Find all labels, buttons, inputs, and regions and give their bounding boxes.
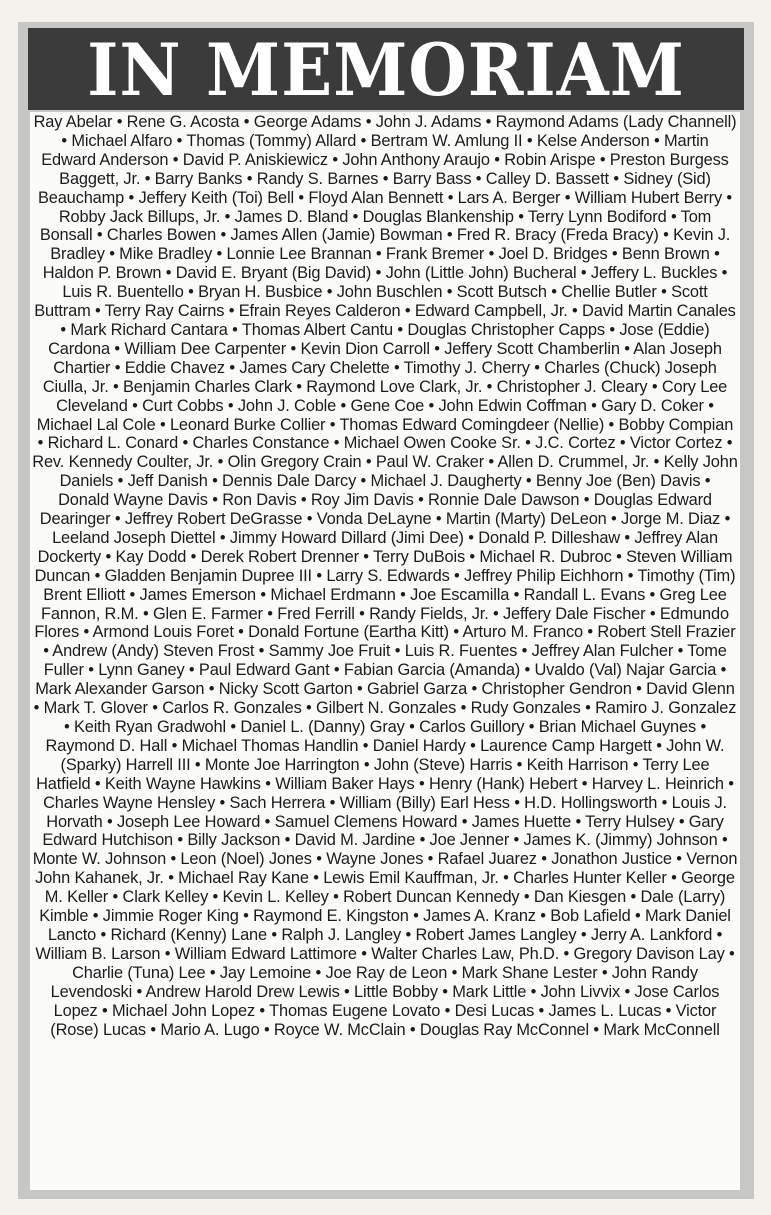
page-title: IN MEMORIAM xyxy=(87,26,685,112)
title-banner xyxy=(28,28,744,110)
names-panel xyxy=(30,112,740,1190)
memorial-page xyxy=(18,22,754,1199)
memorial-names-list: Ray Abelar • Rene G. Acosta • George Adams • John J. Adams • Raymond Adams (Lady Channell) • Michael Alfaro • Thomas (Tommy) Allard • Bertram W. Amlung II • Kelse Anderson • Martin Edward Anderson • David P. Aniskiewicz • John Anthony Araujo • Robin Arispe • Preston Burgess Baggett, Jr. • Barry Banks • Randy S. Barnes • Barry Bass • Calley D. Bassett • Sidney (Sid) Beauchamp • Jeffery Keith (Toi) Bell • Floyd Alan Bennett • Lars A. Berger • William Hubert Berry • Robby Jack Billups, Jr. • James D. Bland • Douglas Blankenship • Terry Lynn Bodiford • Tom Bonsall • Charles Bowen • James Allen (Jamie) Bowman • Fred R. Bracy (Freda Bracy) • Kevin J. Bradley • Mike Bradley • Lonnie Lee Brannan • Frank Bremer • Joel D. Bridges • Benn Brown • Haldon P. Brown • David E. Bryant (Big David) • John (Little John) Bucheral • Jeffery L. Buckles • Luis R. Buentello • Bryan H. Busbice • John Buschlen • Scott Butsch • Chellie Butler • Scott Buttram • Terry Ray Cairns • Efrain Reyes Calderon • Edward Campbell, Jr. • David Martin Canales • Mark Richard Cantara • Thomas Albert Cantu • Douglas Christopher Capps • Jose (Eddie) Cardona • William Dee Carpenter • Kevin Dion Carroll • Jeffery Scott Chamberlin • Alan Joseph Chartier • Eddie Chavez • James Cary Chelette • Timothy J. Cherry • Charles (Chuck) Joseph Ciulla, Jr. • Benjamin Charles Clark • Raymond Love Clark, Jr. • Christopher J. Cleary • Cory Lee Cleveland • Curt Cobbs • John J. Coble • Gene Coe • John Edwin Coffman • Gary D. Coker • Michael Lal Cole • Leonard Burke Collier • Thomas Edward Comingdeer (Nellie) • Bobby Compian • Richard L. Conard • Charles Constance • Michael Owen Cooke Sr. • J.C. Cortez • Victor Cortez • Rev. Kennedy Coulter, Jr. • Olin Gregory Crain • Paul W. Craker • Allen D. Crummel, Jr. • Kelly John Daniels • Jeff Danish • Dennis Dale Darcy • Michael J. Daugherty • Benny Joe (Ben) Davis • Donald Wayne Davis • Ron Davis • Roy Jim Davis • Ronnie Dale Dawson • Douglas Edward Dearinger • Jeffrey Robert DeGrasse • Vonda DeLayne • Martin (Marty) DeLeon • Jorge M. Diaz • Leeland Joseph Diettel • Jimmy Howard Dillard (Jimi Dee) • Donald P. Dilleshaw • Jeffrey Alan Dockerty • Kay Dodd • Derek Robert Drenner • Terry DuBois • Michael R. Dubroc • Steven William Duncan • Gladden Benjamin Dupree III • Larry S. Edwards • Jeffrey Philip Eichhorn • Timothy (Tim) Brent Elliott • James Emerson • Michael Erdmann • Joe Escamilla • Randall L. Evans • Greg Lee Fannon, R.M. • Glen E. Farmer • Fred Ferrill • Randy Fields, Jr. • Jeffery Dale Fischer • Edmundo Flores • Armond Louis Foret • Donald Fortune (Eartha Kitt) • Arturo M. Franco • Robert Stell Frazier • Andrew (Andy) Steven Frost • Sammy Joe Fruit • Luis R. Fuentes • Jeffrey Alan Fulcher • Tome Fuller • Lynn Ganey • Paul Edward Gant • Fabian Garcia (Amanda) • Uvaldo (Val) Najar Garcia • Mark Alexander Garson • Nicky Scott Garton • Gabriel Garza • Christopher Gendron • David Glenn • Mark T. Glover • Carlos R. Gonzales • Gilbert N. Gonzales • Rudy Gonzales • Ramiro J. Gonzalez • Keith Ryan Gradwohl • Daniel L. (Danny) Gray • Carlos Guillory • Brian Michael Guynes • Raymond D. Hall • Michael Thomas Handlin • Daniel Hardy • Laurence Camp Hargett • John W. (Sparky) Harrell III • Monte Joe Harrington • John (Steve) Harris • Keith Harrison • Terry Lee Hatfield • Keith Wayne Hawkins • William Baker Hays • Henry (Hank) Hebert • Harvey L. Heinrich • Charles Wayne Hensley • Sach Herrera • William (Billy) Earl Hess • H.D. Hollingsworth • Louis J. Horvath • Joseph Lee Howard • Samuel Clemens Howard • James Huette • Terry Hulsey • Gary Edward Hutchison • Billy Jackson • David M. Jardine • Joe Jenner • James K. (Jimmy) Johnson • Monte W. Johnson • Leon (Noel) Jones • Wayne Jones • Rafael Juarez • Jonathon Justice • Vernon John Kahanek, Jr. • Michael Ray Kane • Lewis Emil Kauffman, Jr. • Charles Hunter Keller • George M. Keller • Clark Kelley • Kevin L. Kelley • Robert Duncan Kennedy • Dan Kiesgen • Dale (Larry) Kimble • Jimmie Roger King • Raymond E. Kingston • James A. Kranz • Bob Lafield • Mark Daniel Lancto • Richard (Kenny) Lane • Ralph J. Langley • Robert James Langley • Jerry A. Lankford • William B. Larson • William Edward Lattimore • Walter Charles Law, Ph.D. • Gregory Davison Lay • Charlie (Tuna) Lee • Jay Lemoine • Joe Ray de Leon • Mark Shane Lester • John Randy Levendoski • Andrew Harold Drew Lewis • Little Bobby • Mark Little • John Livvix • Jose Carlos Lopez • Michael John Lopez • Thomas Eugene Lovato • Desi Lucas • James L. Lucas • Victor (Rose) Lucas • Mario A. Lugo • Royce W. McClain • Douglas Ray McConnel • Mark McConnell xyxy=(32,113,738,1039)
